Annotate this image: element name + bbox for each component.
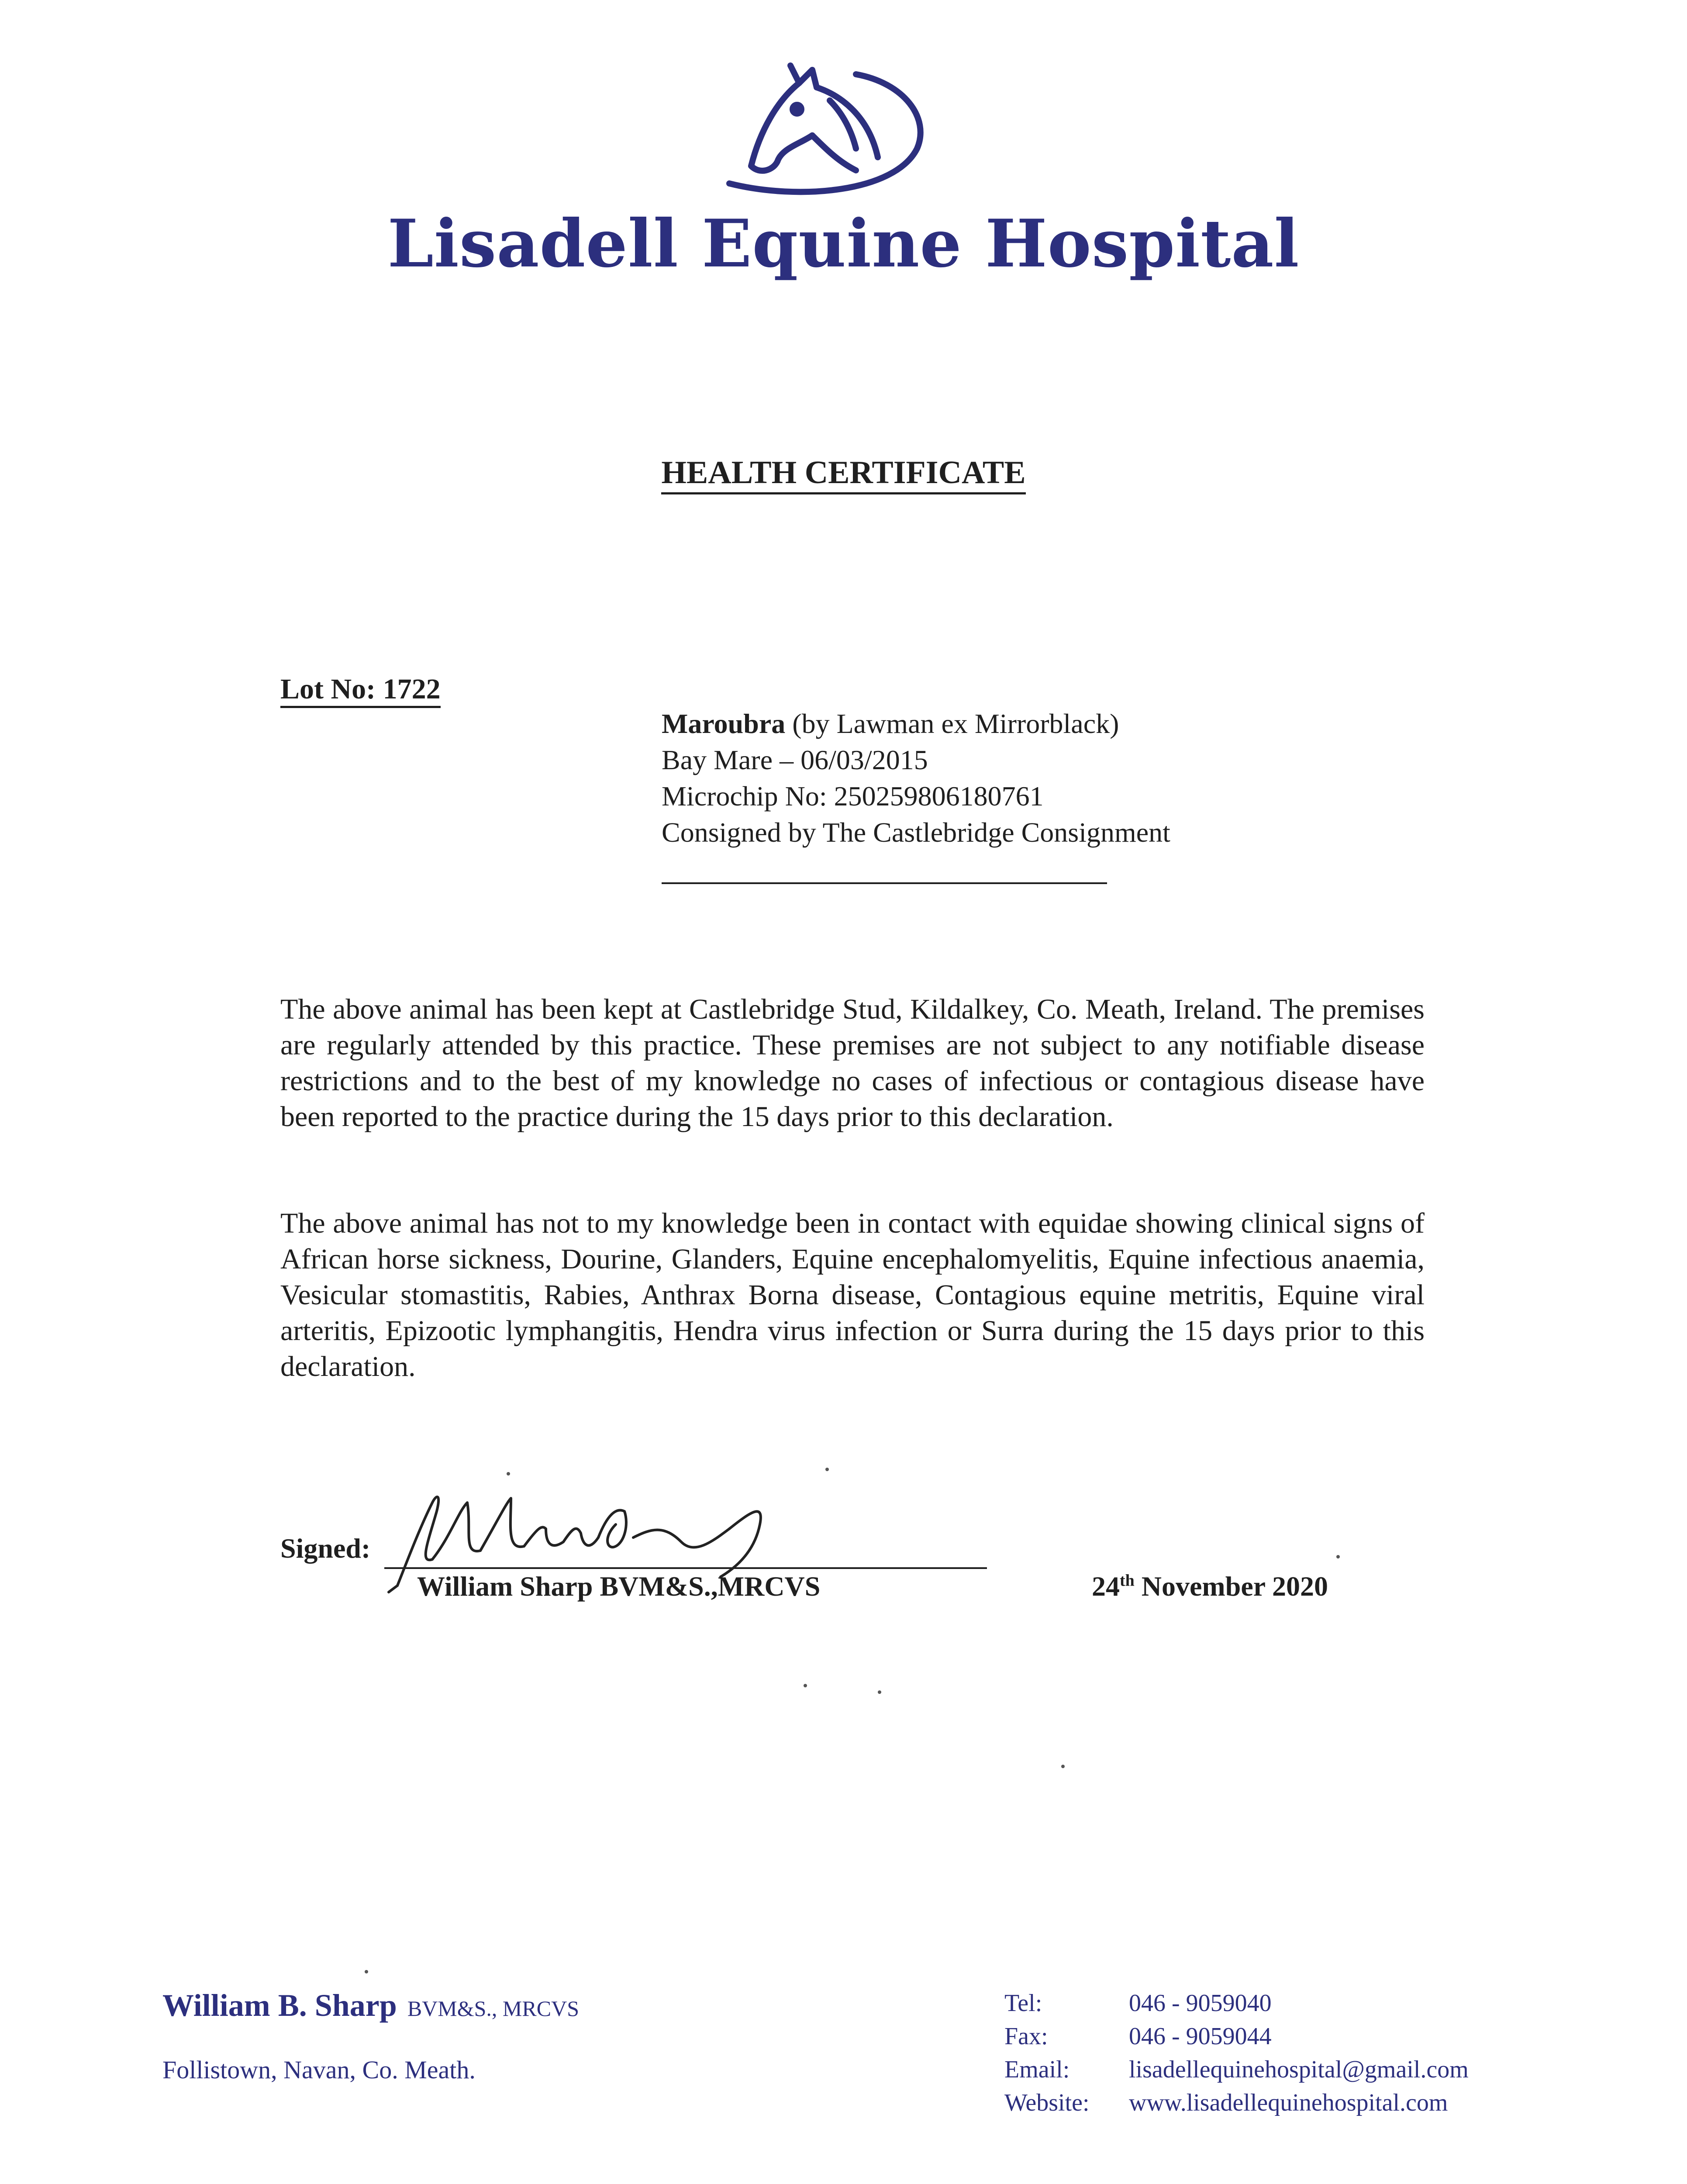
scan-speck — [507, 1472, 510, 1476]
declaration-paragraph-1: The above animal has been kept at Castlebridge Stud, Kildalkey, Co. Meath, Ireland. The premises are regularly attended by this practice. These premises are not subject to any notifiable disease restrictions and to the best of my knowledge no cases of infectious or contagious disease have been reported to the practice during the 15 days prior to this declaration. — [280, 993, 1425, 1133]
horse-divider — [662, 882, 1107, 884]
horse-head-icon — [712, 52, 939, 210]
signer-name: William Sharp BVM&S.,MRCVS — [417, 1571, 821, 1602]
horse-consignor: Consigned by The Castlebridge Consignment — [662, 817, 1170, 848]
horse-details — [662, 705, 1170, 850]
horse-description: Bay Mare – 06/03/2015 — [662, 744, 928, 775]
contact-label: Fax: — [1004, 2023, 1048, 2050]
hospital-name: Lisadell Equine Hospital — [387, 205, 1300, 282]
certificate-title — [0, 454, 1687, 491]
contact-value: 046 - 9059040 — [1129, 1990, 1272, 2017]
contact-label: Website: — [1004, 2089, 1090, 2116]
contact-row-website — [1004, 2086, 1469, 2119]
footer-vet-name — [162, 1987, 579, 2024]
signature-date — [1092, 1570, 1328, 1603]
footer-name: William B. Sharp — [162, 1988, 397, 2023]
date-month-year: November 2020 — [1134, 1571, 1328, 1602]
scan-speck — [825, 1468, 829, 1471]
date-suffix: th — [1120, 1571, 1135, 1590]
horse-name-line — [662, 705, 1170, 742]
horse-microchip: Microchip No: 250259806180761 — [662, 781, 1044, 812]
lot-number — [280, 673, 441, 706]
lot-number-text: Lot No: 1722 — [280, 673, 441, 708]
contact-value: 046 - 9059044 — [1129, 2023, 1272, 2050]
scan-speck — [365, 1970, 368, 1973]
signed-label: Signed: — [280, 1533, 371, 1564]
footer-contacts — [1004, 1987, 1469, 2119]
horse-pedigree: (by Lawman ex Mirrorblack) — [785, 708, 1119, 739]
certificate-title-text: HEALTH CERTIFICATE — [661, 455, 1025, 494]
contact-label: Email: — [1004, 2056, 1070, 2083]
scan-speck — [804, 1684, 807, 1687]
scan-speck — [1336, 1555, 1340, 1559]
scan-speck — [1061, 1765, 1065, 1768]
contact-label: Tel: — [1004, 1990, 1042, 2017]
date-day: 24 — [1092, 1571, 1120, 1602]
footer-credentials: BVM&S., MRCVS — [407, 1996, 580, 2021]
contact-value: lisadellequinehospital@gmail.com — [1129, 2056, 1469, 2083]
contact-row-email — [1004, 2053, 1469, 2086]
horse-name: Maroubra — [662, 708, 786, 739]
contact-value: www.lisadellequinehospital.com — [1129, 2089, 1448, 2116]
declaration-paragraph-2: The above animal has not to my knowledge been in contact with equidae showing clinical signs of African horse sickness, Dourine, Glanders, Equine encephalomyelitis, Equine infectious anaemia, Vesicular stomastitis, Rabies, Anthrax Borna disease, Contagious equine metritis, Equine viral arteritis, Epizootic lymphangitis, Hendra virus infection or Surra during the 15 days prior to this declaration. — [280, 1207, 1425, 1382]
scan-speck — [878, 1690, 881, 1694]
contact-row-fax — [1004, 2020, 1469, 2053]
contact-row-tel — [1004, 1987, 1469, 2020]
footer-address: Follistown, Navan, Co. Meath. — [162, 2056, 476, 2084]
